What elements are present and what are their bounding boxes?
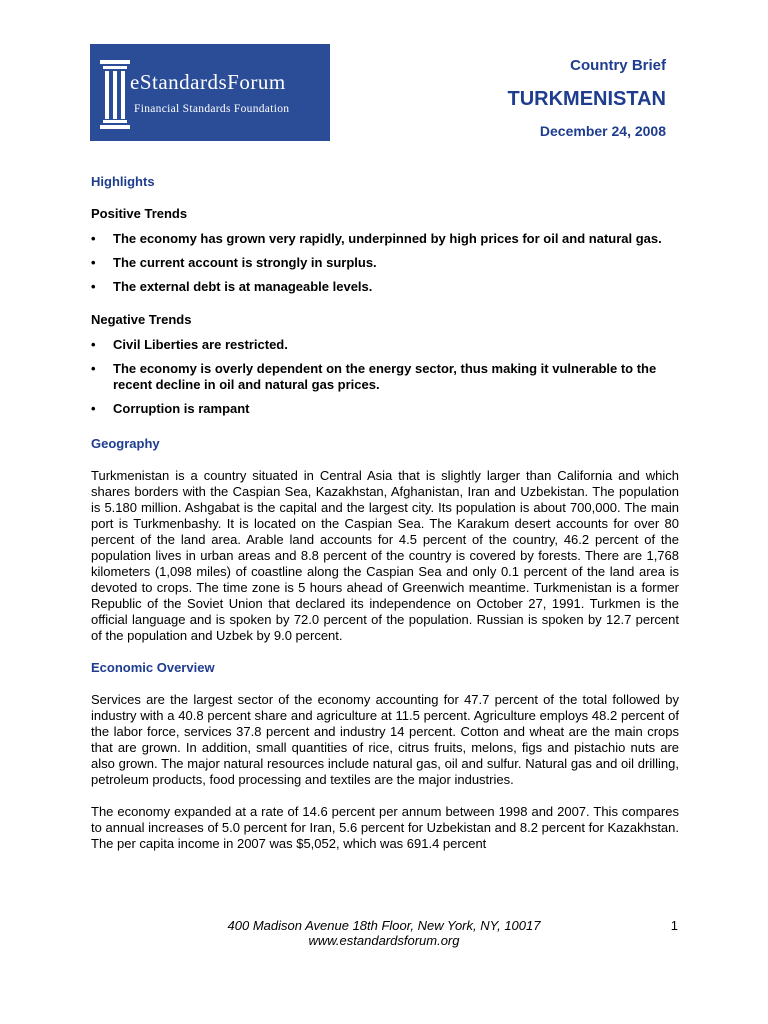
list-item: • The external debt is at manageable levels.: [91, 279, 679, 295]
negative-trends-heading: Negative Trends: [91, 312, 192, 327]
list-item: • Civil Liberties are restricted.: [91, 337, 679, 353]
country-brief-label: Country Brief: [570, 57, 666, 74]
page-number: 1: [670, 918, 678, 933]
document-body: [91, 174, 679, 852]
economic-paragraph-2: The economy expanded at a rate of 14.6 percent per annum between 1998 and 2007. This compares to annual increases of 5.0 percent for Iran, 5.6 percent for Uzbekistan and 8.2 percent for Kazakhstan. The per capita income in 2007 was $5,052, which was 691.4 percent: [91, 804, 679, 851]
economic-overview-heading: Economic Overview: [91, 660, 215, 675]
logo-title: eStandardsForum: [130, 70, 286, 94]
footer-website: www.estandardsforum.org: [308, 933, 460, 948]
country-name: TURKMENISTAN: [507, 88, 666, 110]
footer-address: 400 Madison Avenue 18th Floor, New York, NY, 10017: [227, 918, 541, 933]
page-footer: [0, 918, 768, 948]
list-item: • The economy has grown very rapidly, underpinned by high prices for oil and natural gas.: [91, 231, 679, 247]
column-icon: [98, 58, 132, 130]
positive-trends-heading: Positive Trends: [91, 206, 188, 221]
list-item: • Corruption is rampant: [91, 401, 679, 417]
logo-subtitle: Financial Standards Foundation: [134, 103, 290, 115]
list-item: • The current account is strongly in surplus.: [91, 255, 679, 271]
highlights-heading: Highlights: [91, 174, 155, 189]
estandardsforum-logo: [90, 44, 330, 141]
economic-paragraph-1: Services are the largest sector of the economy accounting for 47.7 percent of the total followed by industry with a 40.8 percent share and agriculture at 11.5 percent. Agriculture employs 48.2 percent of the labor force, services 37.8 percent and industry 14 percent. Cotton and wheat are the main crops that are grown. In addition, small quantities of rice, citrus fruits, melons, figs and pistachio nuts are also grown. The major natural resources include natural gas, oil and sulfur. Natural gas and oil drilling, petroleum products, food processing and textiles are the major industries.: [91, 692, 679, 787]
geography-heading: Geography: [91, 436, 160, 451]
geography-paragraph: Turkmenistan is a country situated in Central Asia that is slightly larger than California and which shares borders with the Caspian Sea, Kazakhstan, Afghanistan, Iran and Uzbekistan. The population is 5.180 million. Ashgabat is the capital and the largest city. Its population is about 700,000. The main port is Turkmenbashy. It is located on the Caspian Sea. The Karakum desert accounts for over 80 percent of the land area. Arable land accounts for 4.5 percent of the country, 46.2 percent of the population lives in urban areas and 8.8 percent of the country is covered by forests. There are 1,768 kilometers (1,098 miles) of coastline along the Caspian Sea and only 0.1 percent of the land area is devoted to crops. The time zone is 5 hours ahead of Greenwich meantime. Turkmenistan is a former Republic of the Soviet Union that declared its independence on October 27, 1991. Turkmen is the official language and is spoken by 72.0 percent of the population. Russian is spoken by 12.7 percent of the population and Uzbek by 9.0 percent.: [91, 468, 679, 643]
negative-trends-list: [91, 337, 679, 417]
brief-date: December 24, 2008: [539, 123, 666, 139]
positive-trends-list: [91, 231, 679, 295]
list-item: • The economy is overly dependent on the energy sector, thus making it vulnerable to the recent decline in oil and natural gas prices.: [91, 361, 679, 393]
